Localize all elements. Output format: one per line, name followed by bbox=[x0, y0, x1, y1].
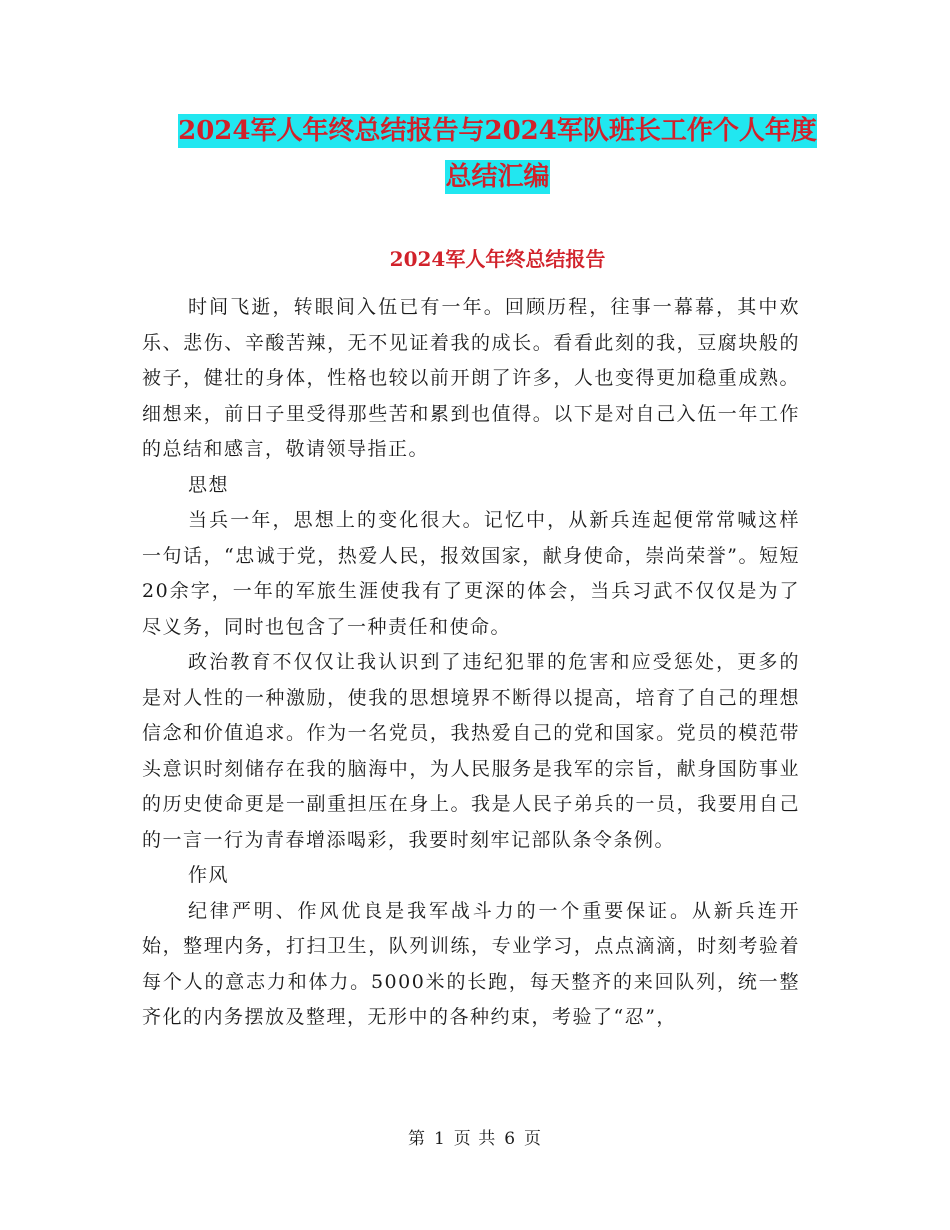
heading-thought: 思想 bbox=[188, 473, 230, 496]
page-suffix: 页 bbox=[524, 1129, 543, 1149]
page-number: 1 bbox=[433, 1129, 446, 1149]
page-prefix: 第 bbox=[407, 1129, 426, 1149]
document-title-line1: 2024军人年终总结报告与2024军队班长工作个人年度 bbox=[178, 116, 817, 146]
paragraph-intro: 时间飞逝，转眼间入伍已有一年。回顾历程，往事一幕幕，其中欢乐、悲伤、辛酸苦辣，无不见证着我的成长。看看此刻的我，豆腐块般的被子，健壮的身体，性格也较以前开朗了许多，人也变得更加稳重成熟。细想来，前日子里受得那些苦和累到也值得。以下是对自己入伍一年工作的总结和感言，敬请领导指正。 bbox=[142, 296, 800, 460]
document-title-line2: 总结汇编 bbox=[445, 162, 550, 192]
heading-conduct: 作风 bbox=[188, 864, 230, 886]
section-title: 2024军人年终总结报告 bbox=[389, 247, 606, 271]
paragraph-conduct: 纪律严明、作风优良是我军战斗力的一个重要保证。从新兵连开始，整理内务，打扫卫生，队列训练，专业学习，点点滴滴，时刻考验着每个人的意志力和体力。5000米的长跑，每天整齐的来回队列，统一整齐化的内务摆放及整理，无形中的各种约束，考验了“忍”， bbox=[142, 899, 800, 1028]
document-title bbox=[140, 108, 855, 200]
page-footer bbox=[0, 1124, 950, 1149]
page-total: 6 bbox=[504, 1129, 517, 1149]
page-mid: 页 共 bbox=[453, 1129, 497, 1149]
document-body bbox=[142, 290, 800, 1036]
paragraph-political-education: 政治教育不仅仅让我认识到了违纪犯罪的危害和应受惩处，更多的是对人性的一种激励，使我的思想境界不断得以提高，培育了自己的理想信念和价值追求。作为一名党员，我热爱自己的党和国家。党员的模范带头意识时刻储存在我的脑海中，为人民服务是我军的宗旨，献身国防事业的历史使命更是一副重担压在身上。我是人民子弟兵的一员，我要用自己的一言一行为青春增添喝彩，我要时刻牢记部队条令条例。 bbox=[142, 651, 800, 851]
paragraph-thought: 当兵一年，思想上的变化很大。记忆中，从新兵连起便常常喊这样一句话，“忠诚于党，热爱人民，报效国家，献身使命，崇尚荣誉”。短短20余字，一年的军旅生涯使我有了更深的体会，当兵习武不仅仅是为了尽义务，同时也包含了一种责任和使命。 bbox=[142, 509, 800, 638]
